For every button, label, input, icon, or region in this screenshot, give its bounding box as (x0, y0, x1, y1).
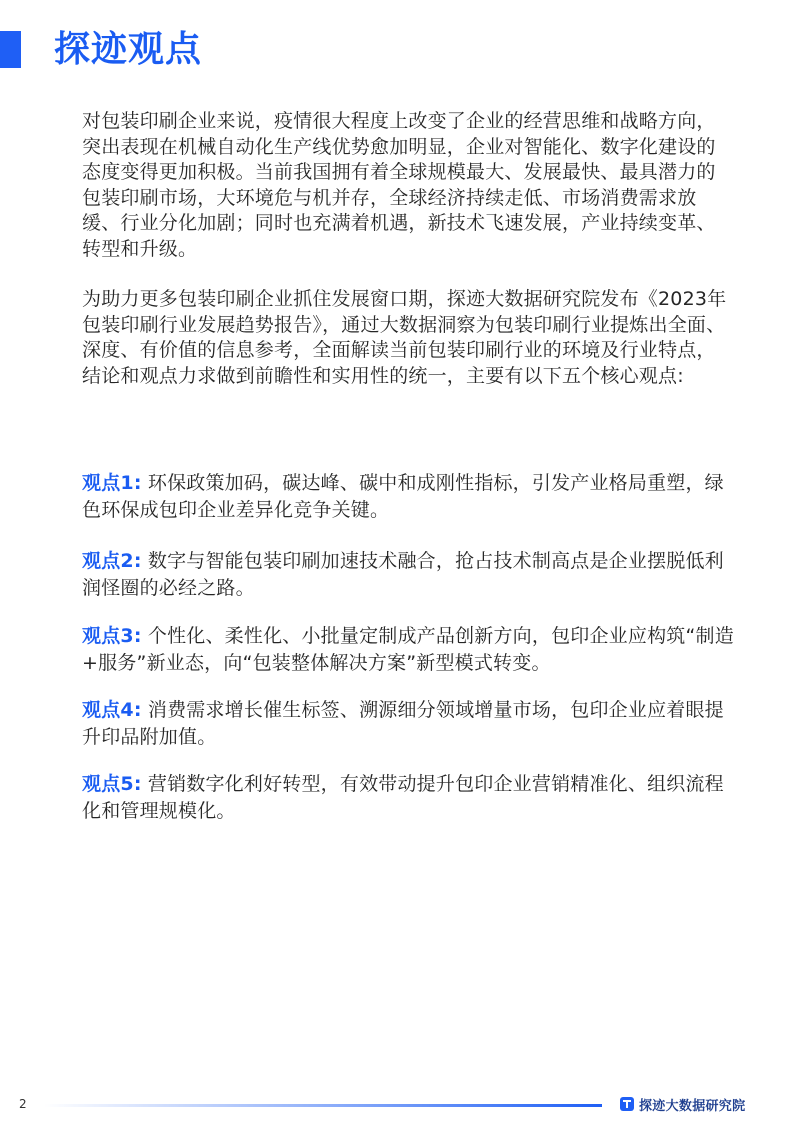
viewpoint-2-text: 数字与智能包装印刷加速技术融合，抢占技术制高点是企业摆脱低利润怪圈的必经之路。 (82, 550, 724, 599)
viewpoint-3-label: 观点3: (82, 625, 142, 647)
viewpoint-1-text: 环保政策加码，碳达峰、碳中和成刚性指标，引发产业格局重塑，绿色环保成包印企业差异化竞争关键。 (82, 472, 724, 521)
viewpoint-5 (82, 771, 742, 825)
viewpoint-1 (82, 470, 742, 524)
tanji-logo-icon (620, 1097, 634, 1111)
intro-paragraph-2: 为助力更多包装印刷企业抓住发展窗口期，探迹大数据研究院发布《2023年包装印刷行业发展趋势报告》，通过大数据洞察为包装印刷行业提炼出全面、深度、有价值的信息参考，全面解读当前包装印刷行业的环境及行业特点，结论和观点力求做到前瞻性和实用性的统一，主要有以下五个核心观点: (82, 288, 727, 387)
viewpoint-4 (82, 697, 742, 751)
viewpoint-2-label: 观点2: (82, 550, 142, 572)
footer-brand-name: 探迹大数据研究院 (639, 1098, 746, 1114)
footer-divider (44, 1104, 602, 1107)
viewpoint-4-label: 观点4: (82, 699, 142, 721)
viewpoint-3 (82, 623, 742, 677)
page-title: 探迹观点 (54, 29, 203, 70)
intro-paragraph-1: 对包装印刷企业来说，疫情很大程度上改变了企业的经营思维和战略方向，突出表现在机械自动化生产线优势愈加明显，企业对智能化、数字化建设的态度变得更加积极。当前我国拥有着全球规模最大、发展最快、最具潜力的包装印刷市场，大环境危与机并存，全球经济持续走低、市场消费需求放缓、行业分化加剧；同时也充满着机遇，新技术飞速发展，产业持续变革、转型和升级。 (82, 110, 716, 260)
footer-brand (620, 1094, 745, 1114)
viewpoint-1-label: 观点1: (82, 472, 142, 494)
page-number: 2 (19, 1097, 27, 1111)
viewpoint-5-label: 观点5: (82, 773, 142, 795)
viewpoint-5-text: 营销数字化利好转型，有效带动提升包印企业营销精准化、组织流程化和管理规模化。 (82, 773, 724, 822)
viewpoint-2 (82, 548, 742, 602)
viewpoint-3-text: 个性化、柔性化、小批量定制成产品创新方向，包印企业应构筑“制造+服务”新业态，向“包装整体解决方案”新型模式转变。 (82, 625, 734, 674)
viewpoint-4-text: 消费需求增长催生标签、溯源细分领域增量市场，包印企业应着眼提升印品附加值。 (82, 699, 724, 748)
title-accent-bar (0, 31, 21, 68)
